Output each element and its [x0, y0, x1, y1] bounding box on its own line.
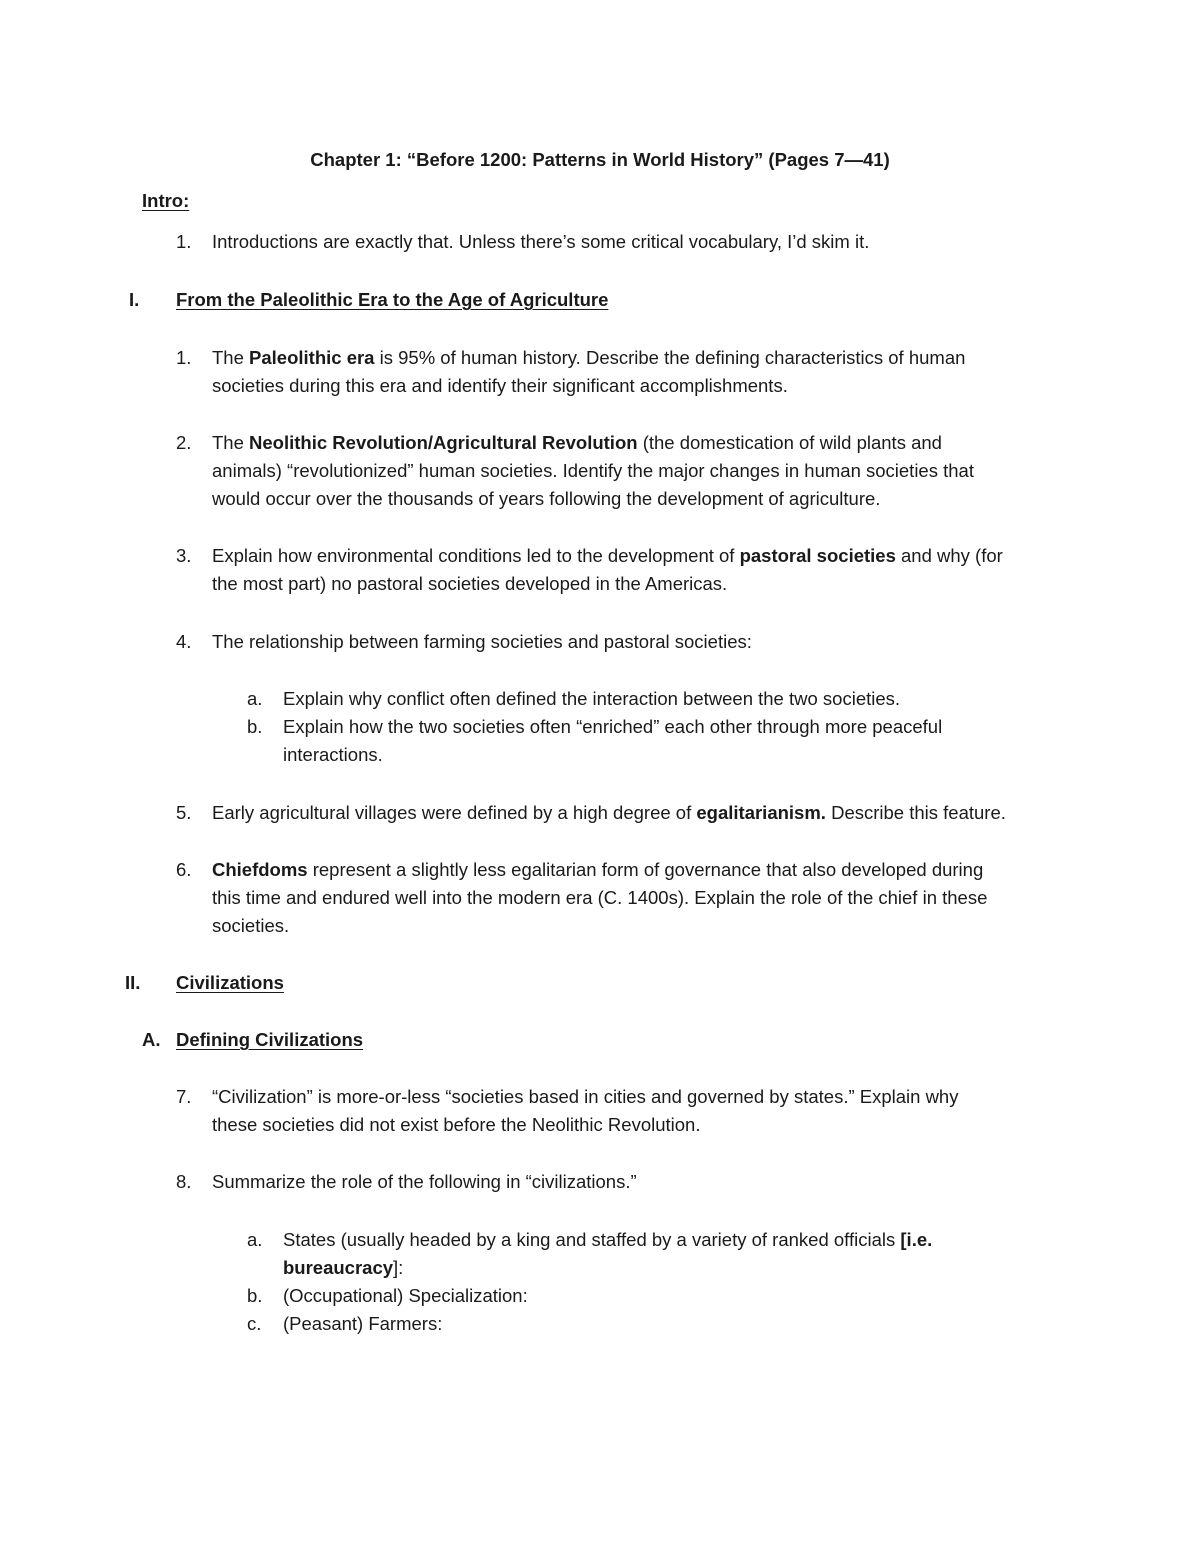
- question-6-number: 6.: [176, 859, 192, 880]
- question-4-a-text: Explain why conflict often defined the interaction between the two societies.: [283, 688, 901, 709]
- question-4-a-label: a.: [247, 688, 263, 709]
- question-5-number: 5.: [176, 802, 192, 823]
- question-1-line-1: The Paleolithic era is 95% of human history. Describe the defining characteristics of human: [212, 347, 966, 368]
- question-8-c-text: (Peasant) Farmers:: [283, 1313, 443, 1334]
- question-8-a-line-2: bureaucracy]:: [283, 1257, 404, 1278]
- question-8-c-label: c.: [247, 1313, 262, 1334]
- section-2-numeral: II.: [125, 972, 141, 993]
- question-3-line-1: Explain how environmental conditions led to the development of pastoral societies and why (for: [212, 545, 1003, 566]
- question-4-line-1: The relationship between farming societies and pastoral societies:: [212, 631, 752, 652]
- section-1-numeral: I.: [129, 289, 140, 310]
- question-8-a-label: a.: [247, 1229, 263, 1250]
- question-2-line-1: The Neolithic Revolution/Agricultural Revolution (the domestication of wild plants and: [212, 432, 942, 453]
- question-5-line-1: Early agricultural villages were defined by a high degree of egalitarianism. Describe this feature.: [212, 802, 1006, 823]
- question-6-line-1: Chiefdoms represent a slightly less egalitarian form of governance that also developed during: [212, 859, 984, 880]
- question-8-a-line-1: States (usually headed by a king and staffed by a variety of ranked officials [i.e.: [283, 1229, 933, 1250]
- intro-item-number: 1.: [176, 231, 192, 252]
- question-4-number: 4.: [176, 631, 192, 652]
- question-6-line-2: this time and endured well into the modern era (C. 1400s). Explain the role of the chief in these: [212, 887, 988, 908]
- section-2-heading: Civilizations: [176, 972, 284, 993]
- question-6-line-3: societies.: [212, 915, 290, 936]
- question-3-line-2: the most part) no pastoral societies developed in the Americas.: [212, 573, 728, 594]
- intro-heading: Intro:: [142, 190, 190, 211]
- question-8-line-1: Summarize the role of the following in “civilizations.”: [212, 1171, 637, 1192]
- question-8-b-text: (Occupational) Specialization:: [283, 1285, 528, 1306]
- subsection-a-heading: Defining Civilizations: [176, 1029, 364, 1050]
- section-1-heading: From the Paleolithic Era to the Age of Agriculture: [176, 289, 609, 310]
- question-8-b-label: b.: [247, 1285, 263, 1306]
- question-4-b-line-2: interactions.: [283, 744, 383, 765]
- question-7-line-1: “Civilization” is more-or-less “societies based in cities and governed by states.” Explain why: [212, 1086, 959, 1107]
- question-2-number: 2.: [176, 432, 192, 453]
- question-2-line-3: would occur over the thousands of years following the development of agriculture.: [212, 488, 881, 509]
- question-7-number: 7.: [176, 1086, 192, 1107]
- question-1-line-2: societies during this era and identify their significant accomplishments.: [212, 375, 788, 396]
- question-8-number: 8.: [176, 1171, 192, 1192]
- question-4-b-line-1: Explain how the two societies often “enriched” each other through more peaceful: [283, 716, 943, 737]
- page-title: Chapter 1: “Before 1200: Patterns in World History” (Pages 7—41): [310, 149, 890, 170]
- question-4-b-label: b.: [247, 716, 263, 737]
- intro-item-text: Introductions are exactly that. Unless there’s some critical vocabulary, I’d skim it.: [212, 231, 870, 252]
- question-2-line-2: animals) “revolutionized” human societies. Identify the major changes in human societies that: [212, 460, 974, 481]
- question-3-number: 3.: [176, 545, 192, 566]
- subsection-a-label: A.: [142, 1029, 161, 1050]
- question-7-line-2: these societies did not exist before the Neolithic Revolution.: [212, 1114, 701, 1135]
- question-1-number: 1.: [176, 347, 192, 368]
